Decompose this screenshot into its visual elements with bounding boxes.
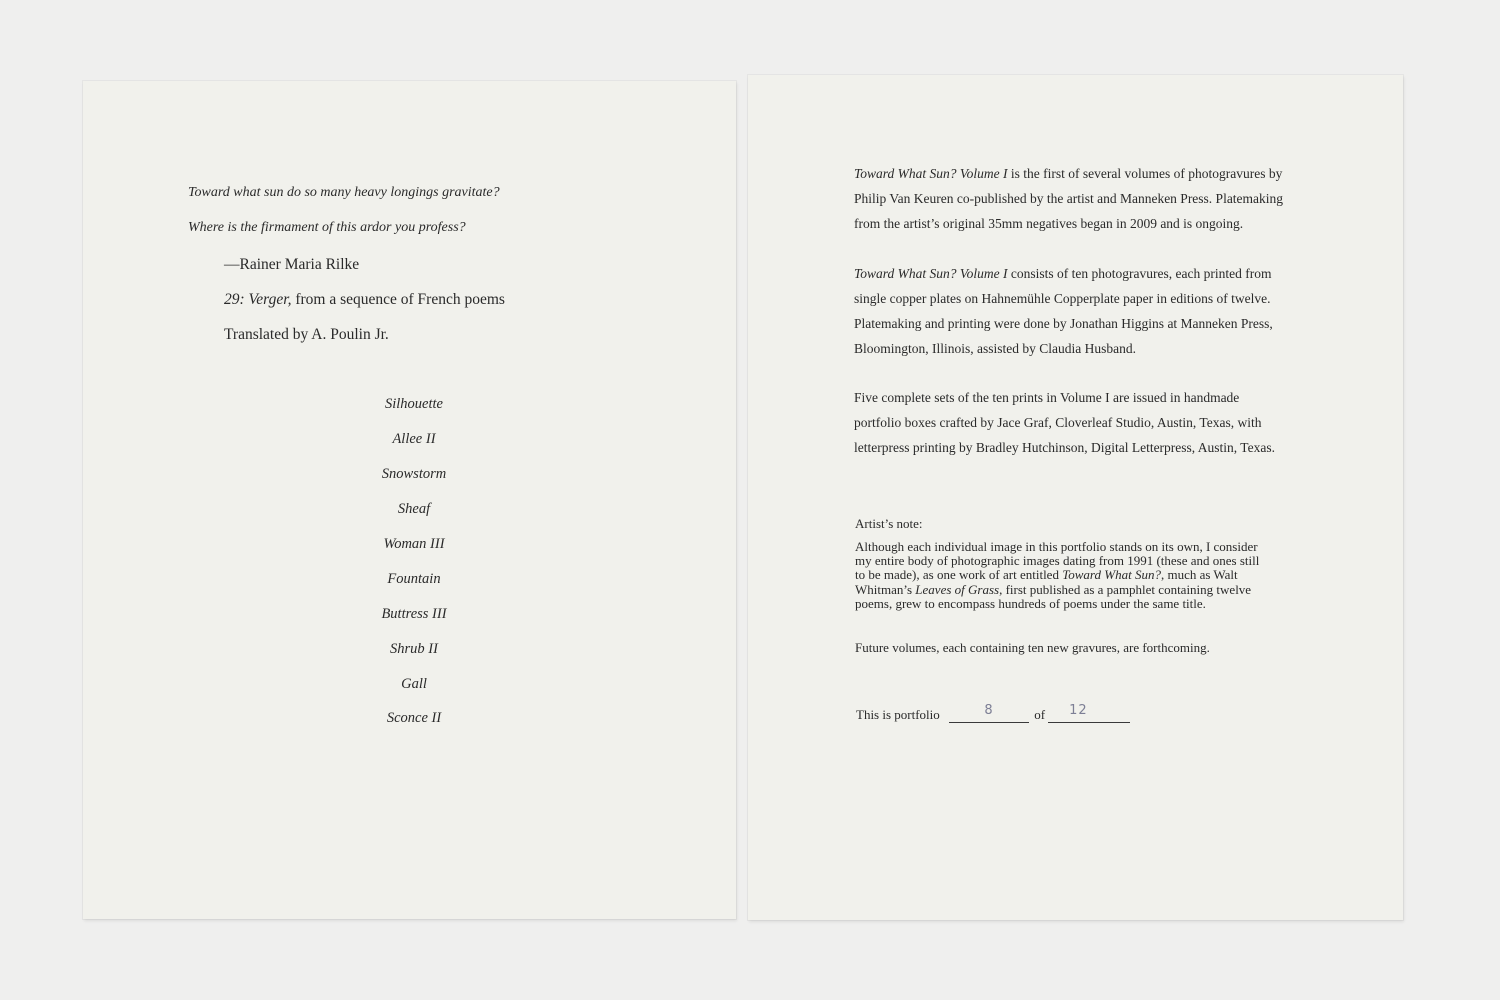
portfolio-number: 8: [984, 703, 994, 718]
paragraph-text: consists of ten photogravures, each printed from: [1007, 266, 1272, 281]
work-title: Leaves of Grass: [915, 581, 1000, 597]
edition-label: This is portfolio: [856, 707, 940, 722]
epigraph-line: Where is the firmament of this ardor you profess?: [188, 220, 466, 235]
paragraph-text: Philip Van Keuren co-published by the artist and Manneken Press. Platemaking: [854, 191, 1284, 206]
portfolio-number-field: [949, 703, 1029, 723]
volume-title: Toward What Sun? Volume I: [854, 266, 1008, 281]
epigraph-line: Toward what sun do so many heavy longings gravitate?: [188, 185, 500, 200]
right-page: [748, 75, 1403, 920]
note-text: Whitman’s: [855, 581, 916, 597]
plate-title: Shrub II: [390, 641, 438, 657]
edition-total: 12: [1069, 703, 1088, 718]
artist-note: [855, 540, 1325, 611]
of-label: of: [1034, 707, 1046, 722]
colophon-paragraph: [854, 161, 1324, 236]
paragraph-text: portfolio boxes crafted by Jace Graf, Cloverleaf Studio, Austin, Texas, with: [854, 415, 1262, 430]
source-title: Verger,: [248, 291, 292, 308]
plate-title: Snowstorm: [381, 466, 447, 482]
plate-title: Sconce II: [386, 710, 442, 726]
note-text: poems, grew to encompass hundreds of poems under the same title.: [855, 595, 1206, 611]
source-number: 29:: [224, 291, 249, 308]
poem-source: [224, 291, 505, 309]
plate-title: Sheaf: [397, 501, 431, 517]
future-volumes-text: Future volumes, each containing ten new gravures, are forthcoming.: [855, 640, 1210, 655]
paragraph-text: Bloomington, Illinois, assisted by Claudia Husband.: [854, 341, 1136, 356]
colophon-paragraph: [854, 385, 1324, 460]
note-text: , first published as a pamphlet containing twelve: [999, 581, 1252, 597]
colophon-paragraph: [854, 261, 1324, 361]
paragraph-text: Five complete sets of the ten prints in Volume I are issued in handmade: [854, 390, 1240, 405]
plate-title: Fountain: [387, 571, 441, 587]
note-text: , much as Walt: [1160, 567, 1238, 583]
artist-note-heading: Artist’s note:: [855, 516, 923, 531]
note-text: to be made), as one work of art entitled: [855, 567, 1063, 583]
left-page: [83, 81, 736, 919]
plate-title: Buttress III: [381, 606, 447, 622]
plate-title: Silhouette: [385, 396, 443, 412]
paragraph-text: Platemaking and printing were done by Jonathan Higgins at Manneken Press,: [854, 316, 1273, 331]
source-description: from a sequence of French poems: [291, 291, 505, 308]
paragraph-text: from the artist’s original 35mm negatives began in 2009 and is ongoing.: [854, 216, 1244, 231]
note-text: Although each individual image in this portfolio stands on its own, I consider: [855, 539, 1258, 554]
paragraph-text: is the first of several volumes of photogravures by: [1007, 166, 1283, 181]
note-text: my entire body of photographic images dating from 1991 (these and ones still: [855, 553, 1260, 569]
paragraph-text: letterpress printing by Bradley Hutchinson, Digital Letterpress, Austin, Texas.: [854, 440, 1275, 455]
epigraph-attribution: —Rainer Maria Rilke: [224, 256, 360, 273]
volume-title: Toward What Sun? Volume I: [854, 166, 1008, 181]
paragraph-text: single copper plates on Hahnemühle Copperplate paper in editions of twelve.: [854, 291, 1271, 306]
plate-title: Gall: [401, 676, 427, 692]
edition-line: [856, 703, 1130, 723]
edition-total-field: [1048, 703, 1130, 723]
plate-title: Woman III: [383, 536, 445, 552]
plate-title: Allee II: [392, 431, 436, 447]
work-title: Toward What Sun?: [1062, 567, 1161, 583]
translator-credit: Translated by A. Poulin Jr.: [224, 326, 389, 343]
